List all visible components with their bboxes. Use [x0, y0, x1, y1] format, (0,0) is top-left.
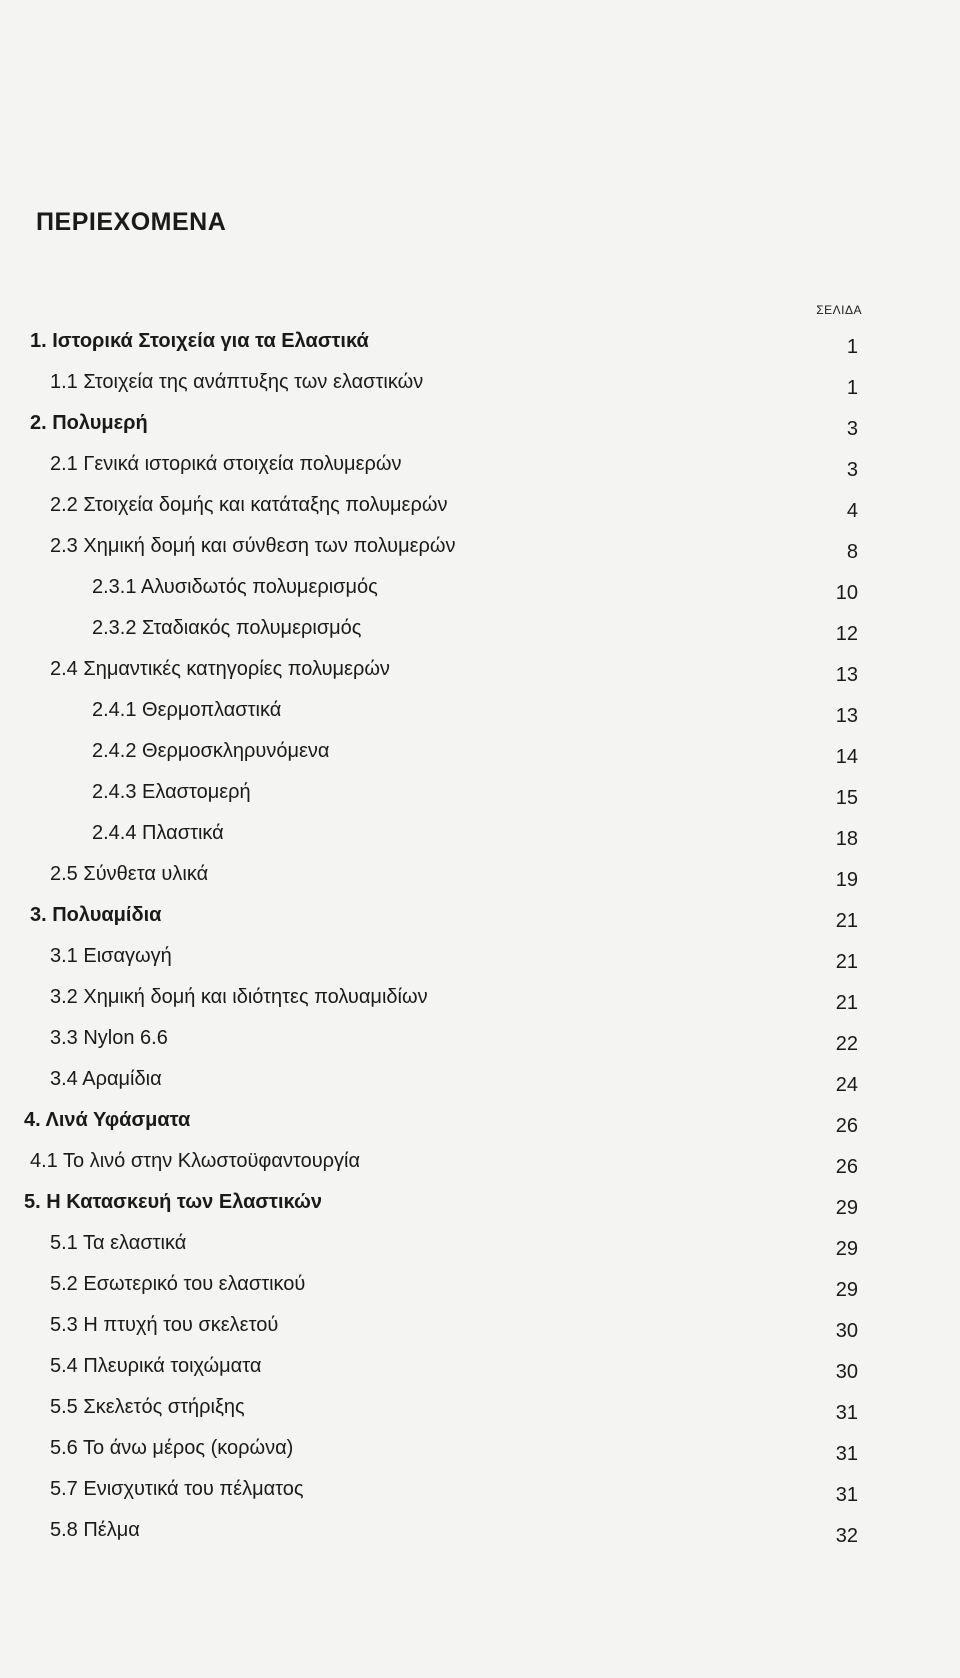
- page-column-label: ΣΕΛΙΔΑ: [816, 303, 862, 317]
- toc-entry-page: 31: [835, 1443, 858, 1465]
- toc-entry-page: 8: [846, 541, 858, 563]
- toc-entry-title: 5.5 Σκελετός στήριξης: [50, 1396, 245, 1418]
- toc-entry-page: 26: [835, 1156, 858, 1178]
- toc-entry-page: 14: [835, 746, 858, 768]
- toc-entry-page: 21: [835, 910, 858, 932]
- toc-entry-page: 1: [846, 336, 858, 358]
- toc-entry: [0, 1519, 960, 1555]
- toc-entry-page: 21: [835, 951, 858, 973]
- toc-entry: [0, 658, 960, 694]
- toc-entry-page: 19: [835, 869, 858, 891]
- toc-entry-title: 1. Ιστορικά Στοιχεία για τα Ελαστικά: [30, 330, 369, 352]
- toc-entry: [0, 412, 960, 448]
- toc-entry-title: 2.4.1 Θερμοπλαστικά: [92, 699, 282, 721]
- toc-entry-page: 24: [835, 1074, 858, 1096]
- toc-entry-page: 31: [835, 1402, 858, 1424]
- toc-entry-title: 2.4.3 Ελαστομερή: [92, 781, 251, 803]
- toc-entry-title: 3.3 Nylon 6.6: [50, 1027, 168, 1049]
- toc-entry-title: 2.2 Στοιχεία δομής και κατάταξης πολυμερών: [50, 494, 448, 516]
- toc-entry-title: 5. Η Κατασκευή των Ελαστικών: [24, 1191, 323, 1213]
- toc-entry-title: 5.8 Πέλμα: [50, 1519, 140, 1541]
- toc-entry-title: 5.6 Το άνω μέρος (κορώνα): [50, 1437, 294, 1459]
- toc-entry-page: 1: [846, 377, 858, 399]
- toc-entry-title: 5.7 Ενισχυτικά του πέλματος: [50, 1478, 304, 1500]
- toc-entry-page: 26: [835, 1115, 858, 1137]
- toc-entry: [0, 1109, 960, 1145]
- toc-entry: [0, 1314, 960, 1350]
- toc-entry: [0, 904, 960, 940]
- toc-entry-page: 21: [835, 992, 858, 1014]
- toc-entry-title: 5.4 Πλευρικά τοιχώματα: [50, 1355, 262, 1377]
- toc-entry: [0, 1027, 960, 1063]
- toc-entry-page: 3: [846, 459, 858, 481]
- toc-entry-page: 22: [835, 1033, 858, 1055]
- toc-entry-title: 2.4.2 Θερμοσκληρυνόμενα: [92, 740, 330, 762]
- toc-entry-page: 29: [835, 1279, 858, 1301]
- toc-entry-title: 3.4 Αραμίδια: [50, 1068, 162, 1090]
- toc-entry-title: 2. Πολυμερή: [30, 412, 148, 434]
- toc-entry: [0, 1437, 960, 1473]
- toc-entry-title: 5.2 Εσωτερικό του ελαστικού: [50, 1273, 306, 1295]
- toc-entry: [0, 740, 960, 776]
- toc-entry-title: 3. Πολυαμίδια: [30, 904, 162, 926]
- toc-entry-page: 13: [835, 705, 858, 727]
- toc-entry: [0, 1068, 960, 1104]
- toc-entry-page: 18: [835, 828, 858, 850]
- toc-entry: [0, 371, 960, 407]
- toc-entry-page: 4: [846, 500, 858, 522]
- toc-entry: [0, 945, 960, 981]
- toc-entry: [0, 986, 960, 1022]
- toc-entry-page: 31: [835, 1484, 858, 1506]
- toc-entry-title: 2.3 Χημική δομή και σύνθεση των πολυμερών: [50, 535, 456, 557]
- toc-entry: [0, 1232, 960, 1268]
- toc-entry: [0, 863, 960, 899]
- toc-entry: [0, 781, 960, 817]
- toc-entry-page: 15: [835, 787, 858, 809]
- toc-entry: [0, 330, 960, 366]
- toc-entry: [0, 1355, 960, 1391]
- toc-entry-title: 3.1 Εισαγωγή: [50, 945, 172, 967]
- toc-entry: [0, 576, 960, 612]
- toc-entry-page: 29: [835, 1197, 858, 1219]
- toc-entry-page: 32: [835, 1525, 858, 1547]
- toc-entry-title: 3.2 Χημική δομή και ιδιότητες πολυαμιδίων: [50, 986, 428, 1008]
- toc-entry: [0, 822, 960, 858]
- toc-entry-page: 30: [835, 1320, 858, 1342]
- toc-entry-title: 4.1 Το λινό στην Κλωστοϋφαντουργία: [30, 1150, 361, 1172]
- toc-entry: [0, 1191, 960, 1227]
- toc-entry-page: 30: [835, 1361, 858, 1383]
- toc-entry: [0, 617, 960, 653]
- toc-entry-title: 2.4 Σημαντικές κατηγορίες πολυμερών: [50, 658, 390, 680]
- toc-entry: [0, 535, 960, 571]
- toc-entry-title: 2.1 Γενικά ιστορικά στοιχεία πολυμερών: [50, 453, 402, 475]
- toc-entry: [0, 699, 960, 735]
- toc-entry-title: 2.5 Σύνθετα υλικά: [50, 863, 209, 885]
- toc-entry: [0, 453, 960, 489]
- toc-entry-page: 13: [835, 664, 858, 686]
- toc-entry: [0, 494, 960, 530]
- toc-entry-title: 5.1 Τα ελαστικά: [50, 1232, 187, 1254]
- toc-entry-page: 10: [835, 582, 858, 604]
- toc-entry-page: 29: [835, 1238, 858, 1260]
- toc-entry-title: 2.3.1 Αλυσιδωτός πολυμερισμός: [92, 576, 378, 598]
- toc-entry: [0, 1273, 960, 1309]
- page-title: ΠΕΡΙΕΧΟΜΕΝΑ: [36, 208, 227, 236]
- toc-entry-title: 2.4.4 Πλαστικά: [92, 822, 224, 844]
- toc-entry: [0, 1150, 960, 1186]
- toc-entry-title: 5.3 Η πτυχή του σκελετού: [50, 1314, 279, 1336]
- toc-entry-title: 1.1 Στοιχεία της ανάπτυξης των ελαστικών: [50, 371, 424, 393]
- toc-entry: [0, 1396, 960, 1432]
- toc-entry: [0, 1478, 960, 1514]
- toc-entry-title: 2.3.2 Σταδιακός πολυμερισμός: [92, 617, 362, 639]
- toc-entry-page: 3: [846, 418, 858, 440]
- toc-entry-title: 4. Λινά Υφάσματα: [24, 1109, 191, 1131]
- toc-entry-page: 12: [835, 623, 858, 645]
